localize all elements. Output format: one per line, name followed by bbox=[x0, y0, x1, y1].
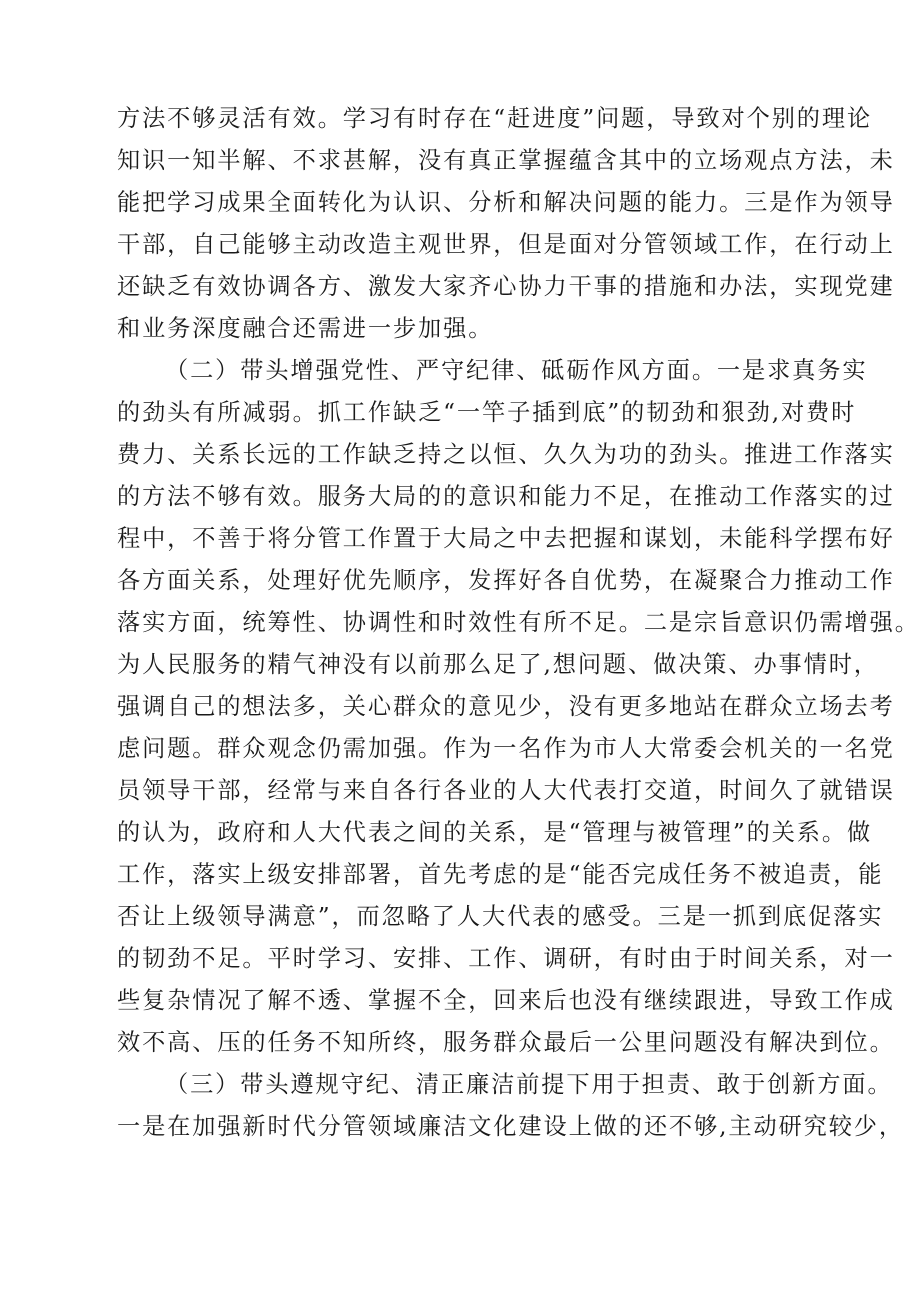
text-line: 和业务深度融合还需进一步加强。 bbox=[117, 315, 494, 342]
text-line: 工作，落实上级安排部署，首先考虑的是“能否完成任务不被追责，能 bbox=[117, 861, 884, 888]
section-heading-line: （二）带头增强党性、严守纪律、砥砺作风方面。一是求真务实 bbox=[165, 357, 868, 384]
section-heading-line: （三）带头遵规守纪、清正廉洁前提下用于担责、敢于创新方面。 bbox=[165, 1071, 893, 1098]
text-line: 虑问题。群众观念仍需加强。作为一名作为市人大常委会机关的一名党 bbox=[117, 735, 895, 762]
text-line: 的方法不够有效。服务大局的的意识和能力不足，在推动工作落实的过 bbox=[117, 483, 895, 510]
text-line: 费力、关系长远的工作缺乏持之以恒、久久为功的劲头。推进工作落实 bbox=[117, 441, 895, 468]
text-line: 的劲头有所减弱。抓工作缺乏“一竿子插到底”的韧劲和狠劲,对费时 bbox=[117, 399, 857, 426]
text-line: 一是在加强新时代分管领域廉洁文化建设上做的还不够,主动研究较少， bbox=[117, 1113, 904, 1140]
text-line: 否让上级领导满意”，而忽略了人大代表的感受。三是一抓到底促落实 bbox=[117, 903, 884, 930]
text-line: 为人民服务的精气神没有以前那么足了,想问题、做决策、办事情时， bbox=[117, 651, 879, 678]
text-line: 还缺乏有效协调各方、激发大家齐心协力干事的措施和办法，实现党建 bbox=[117, 273, 895, 300]
text-line: 能把学习成果全面转化为认识、分析和解决问题的能力。三是作为领导 bbox=[117, 189, 895, 216]
text-line: 程中，不善于将分管工作置于大局之中去把握和谋划，未能科学摆布好 bbox=[117, 525, 895, 552]
text-line: 员领导干部，经常与来自各行各业的人大代表打交道，时间久了就错误 bbox=[117, 777, 895, 804]
text-line: 的韧劲不足。平时学习、安排、工作、调研，有时由于时间关系，对一 bbox=[117, 945, 895, 972]
text-line: 效不高、压的任务不知所终，服务群众最后一公里问题没有解决到位。 bbox=[117, 1029, 895, 1056]
text-line: 各方面关系，处理好优先顺序，发挥好各自优势，在凝聚合力推动工作 bbox=[117, 567, 895, 594]
text-line: 些复杂情况了解不透、掌握不全，回来后也没有继续跟进，导致工作成 bbox=[117, 987, 895, 1014]
text-line: 强调自己的想法多，关心群众的意见少，没有更多地站在群众立场去考 bbox=[117, 693, 895, 720]
text-line: 干部，自己能够主动改造主观世界，但是面对分管领域工作，在行动上 bbox=[117, 231, 895, 258]
text-line: 落实方面，统筹性、协调性和时效性有所不足。二是宗旨意识仍需增强。 bbox=[117, 609, 920, 636]
text-line: 的认为，政府和人大代表之间的关系，是“管理与被管理”的关系。做 bbox=[117, 819, 873, 846]
text-line: 方法不够灵活有效。学习有时存在“赶进度”问题，导致对个别的理论 bbox=[117, 105, 873, 132]
text-line: 知识一知半解、不求甚解，没有真正掌握蕴含其中的立场观点方法，未 bbox=[117, 147, 895, 174]
